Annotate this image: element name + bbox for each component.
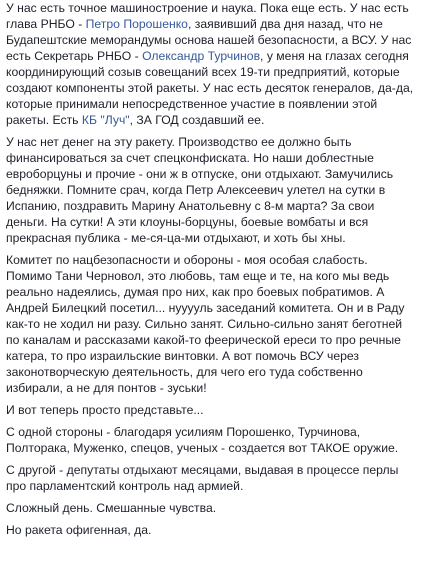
text-line: Будапештские меморандумы основа нашей безопасности, а ВСУ. У нас bbox=[6, 33, 412, 47]
paragraph-2 bbox=[6, 134, 436, 246]
mention-link-turchynov[interactable]: Олександр Турчинов bbox=[142, 49, 261, 63]
text-line bbox=[6, 112, 436, 128]
text-line: финансироваться за счет спецконфиската. Но наши доблестные bbox=[6, 151, 374, 165]
text-line: С одной стороны - благодаря усилиям Порошенко, Турчинова, bbox=[6, 425, 361, 439]
text-line: как-то не ходил ни разу. Сильно занят. Сильно-сильно занят беготней bbox=[6, 317, 403, 331]
page-link-kb-luch[interactable]: КБ "Луч" bbox=[81, 113, 130, 127]
text-line: У нас есть точное машиностроение и наука. Пока еще есть. У нас есть bbox=[6, 1, 409, 15]
text-segment: , заявивший два дня назад, что не bbox=[187, 17, 383, 31]
paragraph-7 bbox=[6, 500, 436, 516]
text-line: деньги. На сутки! А эти клоуны-борцуны, боевые вомбаты и вся bbox=[6, 215, 369, 229]
paragraph-8 bbox=[6, 522, 436, 538]
text-line: Комитет по нацбезопасности и обороны - моя особая слабость. bbox=[6, 253, 368, 267]
text-line: которые принимали непосредственное участие в появлении этой bbox=[6, 97, 378, 111]
post-body bbox=[6, 0, 436, 544]
text-line: создают компоненты этой ракеты. У нас есть десяток генералов, да-да, bbox=[6, 81, 414, 95]
text-line: Андрей Билецкий посетил... нууууль заседаний комитета. Он и в Раду bbox=[6, 301, 405, 315]
paragraph-5 bbox=[6, 424, 436, 456]
text-line: И вот теперь просто представьте... bbox=[6, 403, 204, 417]
text-line: реально надеялись, думая про них, как про боевых побратимов. А bbox=[6, 285, 385, 299]
text-line: Сложный день. Смешанные чувства. bbox=[6, 501, 217, 515]
paragraph-4 bbox=[6, 402, 436, 418]
text-line: Полторака, Муженко, спецов, ученых - создается вот ТАКОЕ оружие. bbox=[6, 441, 399, 455]
text-line: избирали, а не для понтов - зуськи! bbox=[6, 381, 207, 395]
text-line: бедняжки. Помните срач, когда Петр Алексеевич улетел на сутки в bbox=[6, 183, 386, 197]
text-segment: глава РНБО - bbox=[6, 17, 86, 31]
paragraph-6 bbox=[6, 462, 436, 494]
text-line: катера, то про израильские винтовки. А вот помочь ВСУ через bbox=[6, 349, 359, 363]
text-segment: , ЗА ГОД создавший ее. bbox=[129, 113, 265, 127]
text-line: законотворческую деятельность, для чего его туда собственно bbox=[6, 365, 363, 379]
text-line: по каналам и рассказами какой-то феерической ереси то про речные bbox=[6, 333, 401, 347]
text-segment: есть Секретарь РНБО - bbox=[6, 49, 143, 63]
text-line bbox=[6, 48, 436, 64]
text-segment: , у меня на глазах сегодня bbox=[260, 49, 409, 63]
text-segment: ракеты. Есть bbox=[6, 113, 82, 127]
text-line: Но ракета офигенная, да. bbox=[6, 523, 152, 537]
text-line: прекрасная публика - ме-ся-ца-ми отдыхают, и хоть бы хны. bbox=[6, 231, 346, 245]
text-line: У нас нет денег на эту ракету. Производство ее должно быть bbox=[6, 135, 352, 149]
mention-link-poroshenko[interactable]: Петро Порошенко bbox=[85, 17, 188, 31]
text-line: про парламентский контроль над армией. bbox=[6, 479, 244, 493]
text-line bbox=[6, 16, 436, 32]
text-line: Испанию, поздравить Марину Анатольевну с 8-м марта? За свои bbox=[6, 199, 375, 213]
text-line: Помимо Тани Черновол, это любовь, там еще и те, на кого мы ведь bbox=[6, 269, 390, 283]
paragraph-1 bbox=[6, 0, 436, 128]
text-line: координирующий созыв совещаний всех 19-ти предприятий, которые bbox=[6, 65, 400, 79]
text-line: евроборцуны и прочие - они ж в отпуске, они отдыхают. Замучились bbox=[6, 167, 394, 181]
text-line: С другой - депутаты отдыхают месяцами, выдавая в процессе перлы bbox=[6, 463, 399, 477]
paragraph-3 bbox=[6, 252, 436, 396]
